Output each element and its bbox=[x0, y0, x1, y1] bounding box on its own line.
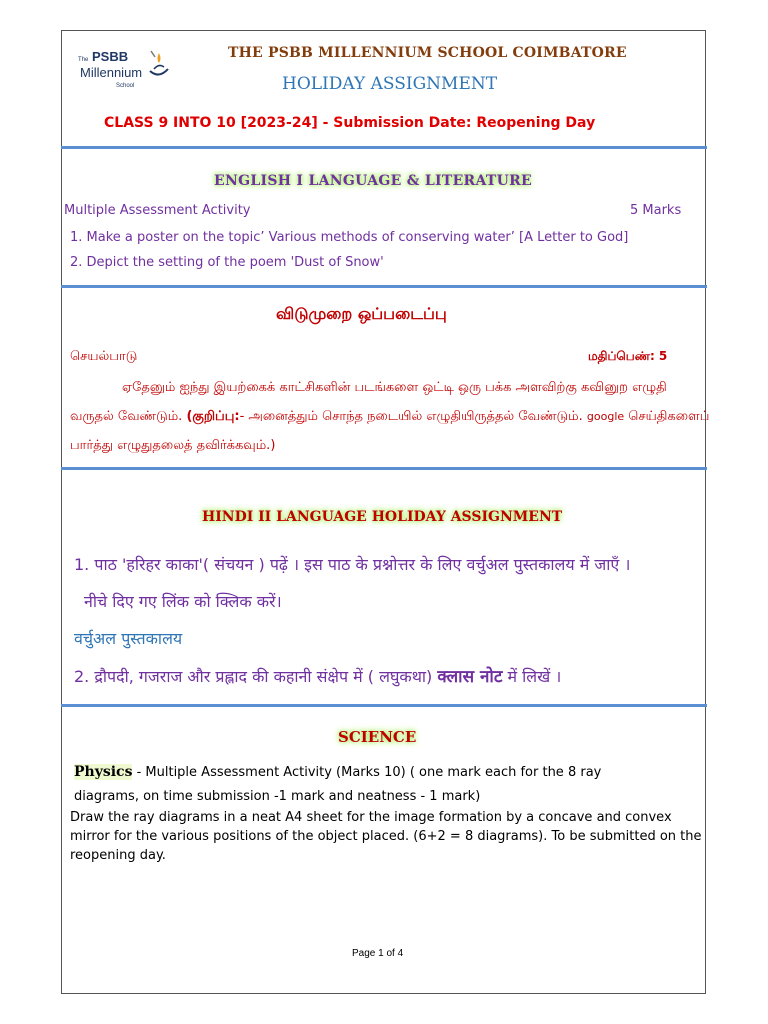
tamil-activity: செயல்பாடு bbox=[70, 349, 138, 364]
class-submission-line: CLASS 9 INTO 10 [2023-24] - Submission Date: Reopening Day bbox=[104, 115, 596, 131]
divider bbox=[61, 285, 707, 288]
document-title: HOLIDAY ASSIGNMENT bbox=[282, 74, 498, 94]
tamil-text-2: - அனைத்தும் சொந்த நடையில் எழுதியிருத்தல் வேண்டும். bbox=[239, 409, 587, 424]
tamil-google: google bbox=[586, 410, 625, 423]
virtual-library-link[interactable]: वर्चुअल पुस्तकालय bbox=[74, 629, 183, 648]
logo-the: The bbox=[78, 57, 89, 63]
hindi-item-2-bold: क्लास नोट bbox=[437, 667, 503, 687]
english-item-1: 1. Make a poster on the topic’ Various methods of conserving water’ [A Letter to God] bbox=[70, 230, 629, 245]
physics-line-1 bbox=[74, 764, 601, 780]
physics-line-2: diagrams, on time submission -1 mark and neatness - 1 mark) bbox=[74, 789, 481, 804]
hindi-item-2 bbox=[74, 664, 561, 687]
physics-activity: - Multiple Assessment Activity (Marks 10) ( one mark each for the 8 ray bbox=[132, 765, 602, 780]
tamil-heading: விடுமுறை ஒப்படைப்பு bbox=[276, 304, 447, 323]
science-heading: SCIENCE bbox=[338, 728, 417, 746]
english-marks: 5 Marks bbox=[630, 203, 682, 218]
hindi-item-1-line-1: 1. पाठ 'हरिहर काका'( संचयन ) पढ़ें । इस पाठ के प्रश्नोत्तर के लिए वर्चुअल पुस्तकालय में जाएँ । bbox=[74, 555, 631, 574]
hindi-item-1-line-2: नीचे दिए गए लिंक को क्लिक करें। bbox=[84, 592, 282, 611]
hindi-item-2-end: में लिखें । bbox=[502, 667, 562, 686]
physics-instructions: Draw the ray diagrams in a neat A4 sheet for the image formation by a concave and convex mirror for the various positions of the object placed. (6+2 = 8 diagrams). To be submitted on the reopening day. bbox=[70, 810, 702, 863]
tamil-note-label: (குறிப்பு: bbox=[186, 409, 240, 424]
tamil-instructions bbox=[70, 373, 710, 460]
school-name: THE PSBB MILLENNIUM SCHOOL COIMBATORE bbox=[228, 45, 627, 61]
tamil-text-1: ஏதேனும் ஐந்து இயற்கைக் காட்சிகளின் படங்களை ஒட்டி ஒரு பக்க அளவிற்கு கவினுற எழுதி வருதல் வேண்டும். bbox=[70, 380, 667, 424]
logo-psbb: PSBB bbox=[92, 49, 129, 64]
tamil-marks: மதிப்பெண்: 5 bbox=[588, 349, 668, 363]
tamil-text-3: செய்திகளைப் பார்த்து எழுதுதலைத் தவிர்க்கவும்.) bbox=[70, 409, 710, 453]
hindi-heading: HINDI II LANGUAGE HOLIDAY ASSIGNMENT bbox=[202, 509, 563, 525]
divider bbox=[61, 704, 707, 707]
english-activity: Multiple Assessment Activity bbox=[64, 203, 251, 218]
logo-school: School bbox=[116, 83, 135, 89]
english-item-2: 2. Depict the setting of the poem 'Dust of Snow' bbox=[70, 255, 384, 270]
school-logo bbox=[76, 43, 170, 99]
english-heading: ENGLISH I LANGUAGE & LITERATURE bbox=[214, 173, 533, 189]
lamp-icon bbox=[146, 49, 172, 79]
divider bbox=[61, 467, 707, 470]
logo-millennium: Millennium bbox=[80, 65, 143, 80]
page-number: Page 1 of 4 bbox=[352, 948, 404, 959]
hindi-item-2-text: 2. द्रौपदी, गजराज और प्रह्लाद की कहानी संक्षेप में ( लघुकथा) bbox=[74, 667, 438, 686]
divider bbox=[61, 146, 707, 149]
physics-label: Physics bbox=[74, 764, 133, 780]
document-page bbox=[61, 30, 710, 994]
